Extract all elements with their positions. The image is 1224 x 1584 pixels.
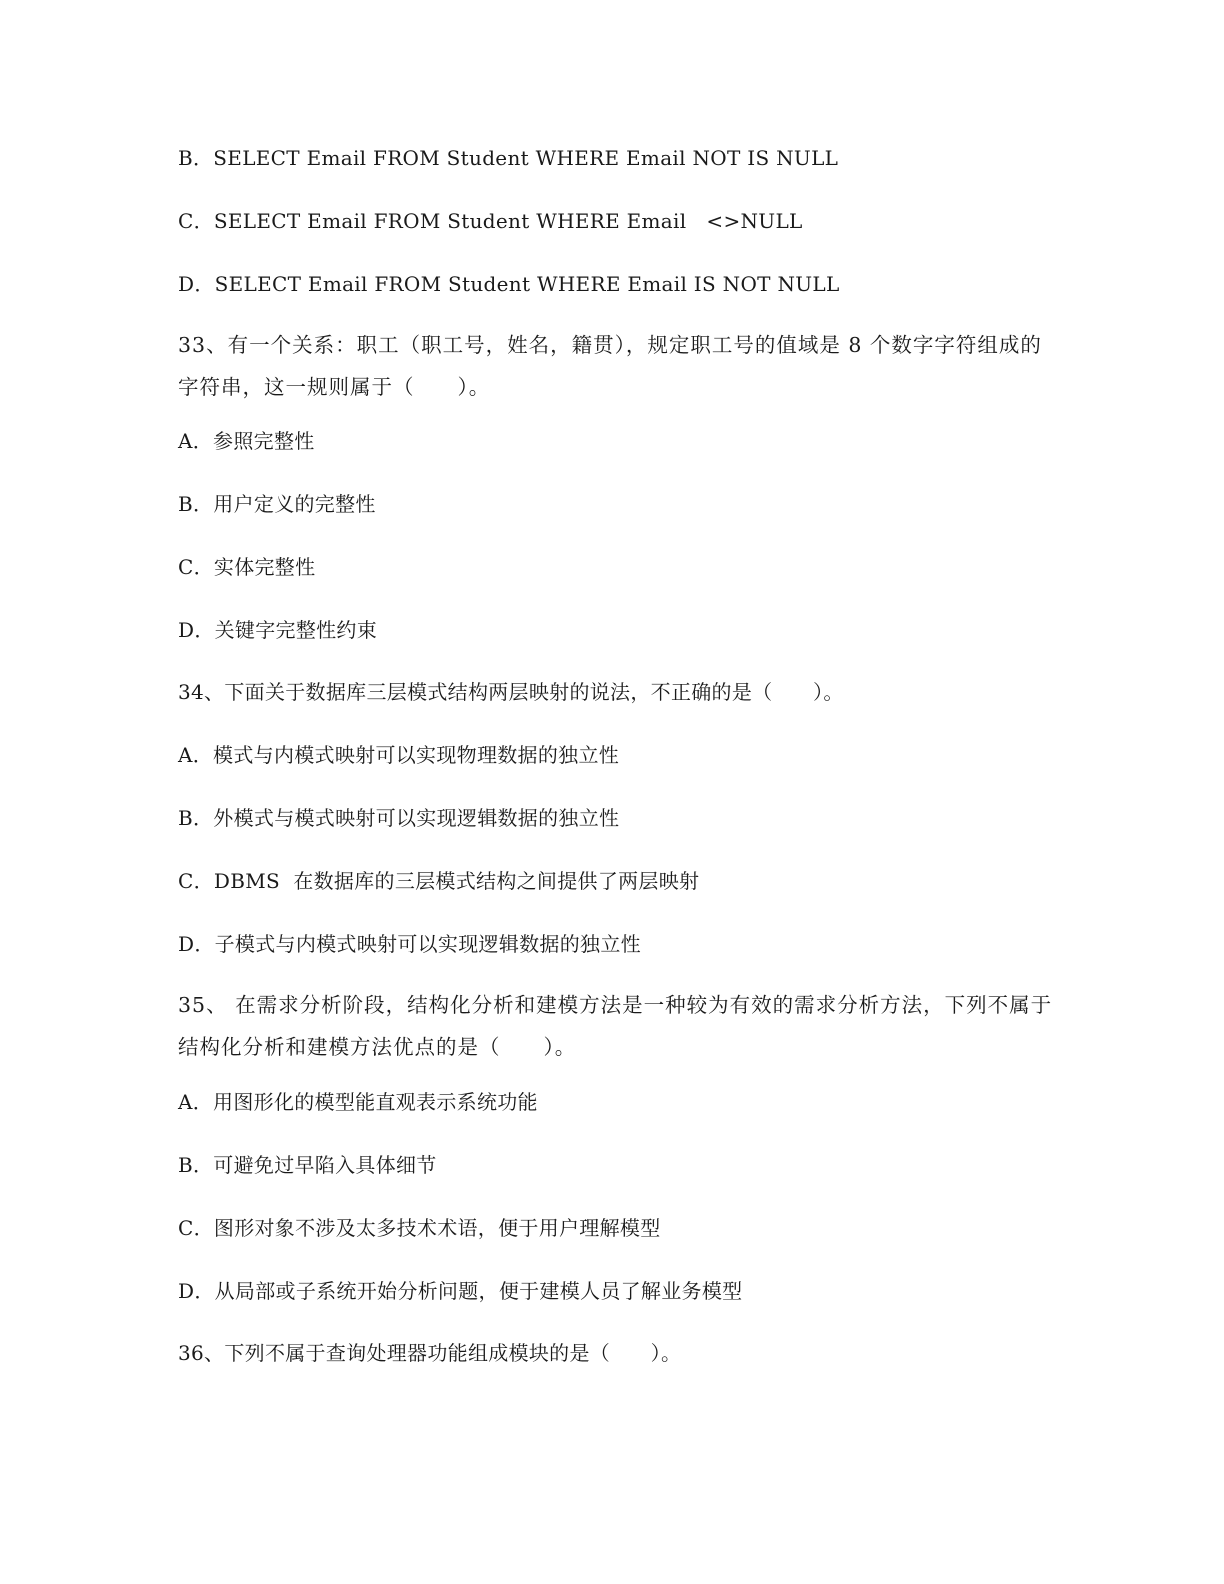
q35-option-c: C．图形对象不涉及太多技术术语，便于用户理解模型 (178, 1216, 661, 1240)
q33-option-c: C．实体完整性 (178, 555, 316, 579)
q34-option-c: C．DBMS 在数据库的三层模式结构之间提供了两层映射 (178, 869, 700, 893)
option-d-sql: D．SELECT Email FROM Student WHERE Email IS NOT NULL (178, 272, 840, 296)
q35-option-b: B．可避免过早陷入具体细节 (178, 1153, 437, 1177)
question-35: 35、 在需求分析阶段，结构化分析和建模方法是一种较为有效的需求分析方法，下列不属于结构化分析和建模方法优点的是（ ）。 (178, 993, 1053, 1059)
q33-option-b: B．用户定义的完整性 (178, 492, 376, 516)
q33-option-d: D．关键字完整性约束 (178, 618, 378, 642)
q34-option-b: B．外模式与模式映射可以实现逻辑数据的独立性 (178, 806, 620, 830)
question-36: 36、下列不属于查询处理器功能组成模块的是（ ）。 (178, 1341, 682, 1365)
q33-option-a: A．参照完整性 (178, 429, 315, 453)
question-34: 34、下面关于数据库三层模式结构两层映射的说法，不正确的是（ ）。 (178, 680, 844, 704)
q34-option-d: D．子模式与内模式映射可以实现逻辑数据的独立性 (178, 932, 641, 956)
q34-option-a: A．模式与内模式映射可以实现物理数据的独立性 (178, 743, 620, 767)
option-b-sql: B．SELECT Email FROM Student WHERE Email NOT IS NULL (178, 146, 839, 170)
option-c-sql: C．SELECT Email FROM Student WHERE Email <>NULL (178, 209, 803, 233)
question-33: 33、有一个关系：职工（职工号，姓名，籍贯），规定职工号的值域是 8 个数字字符组成的字符串，这一规则属于（ ）。 (178, 333, 1042, 399)
q35-option-d: D．从局部或子系统开始分析问题，便于建模人员了解业务模型 (178, 1279, 743, 1303)
q35-option-a: A．用图形化的模型能直观表示系统功能 (178, 1090, 538, 1114)
